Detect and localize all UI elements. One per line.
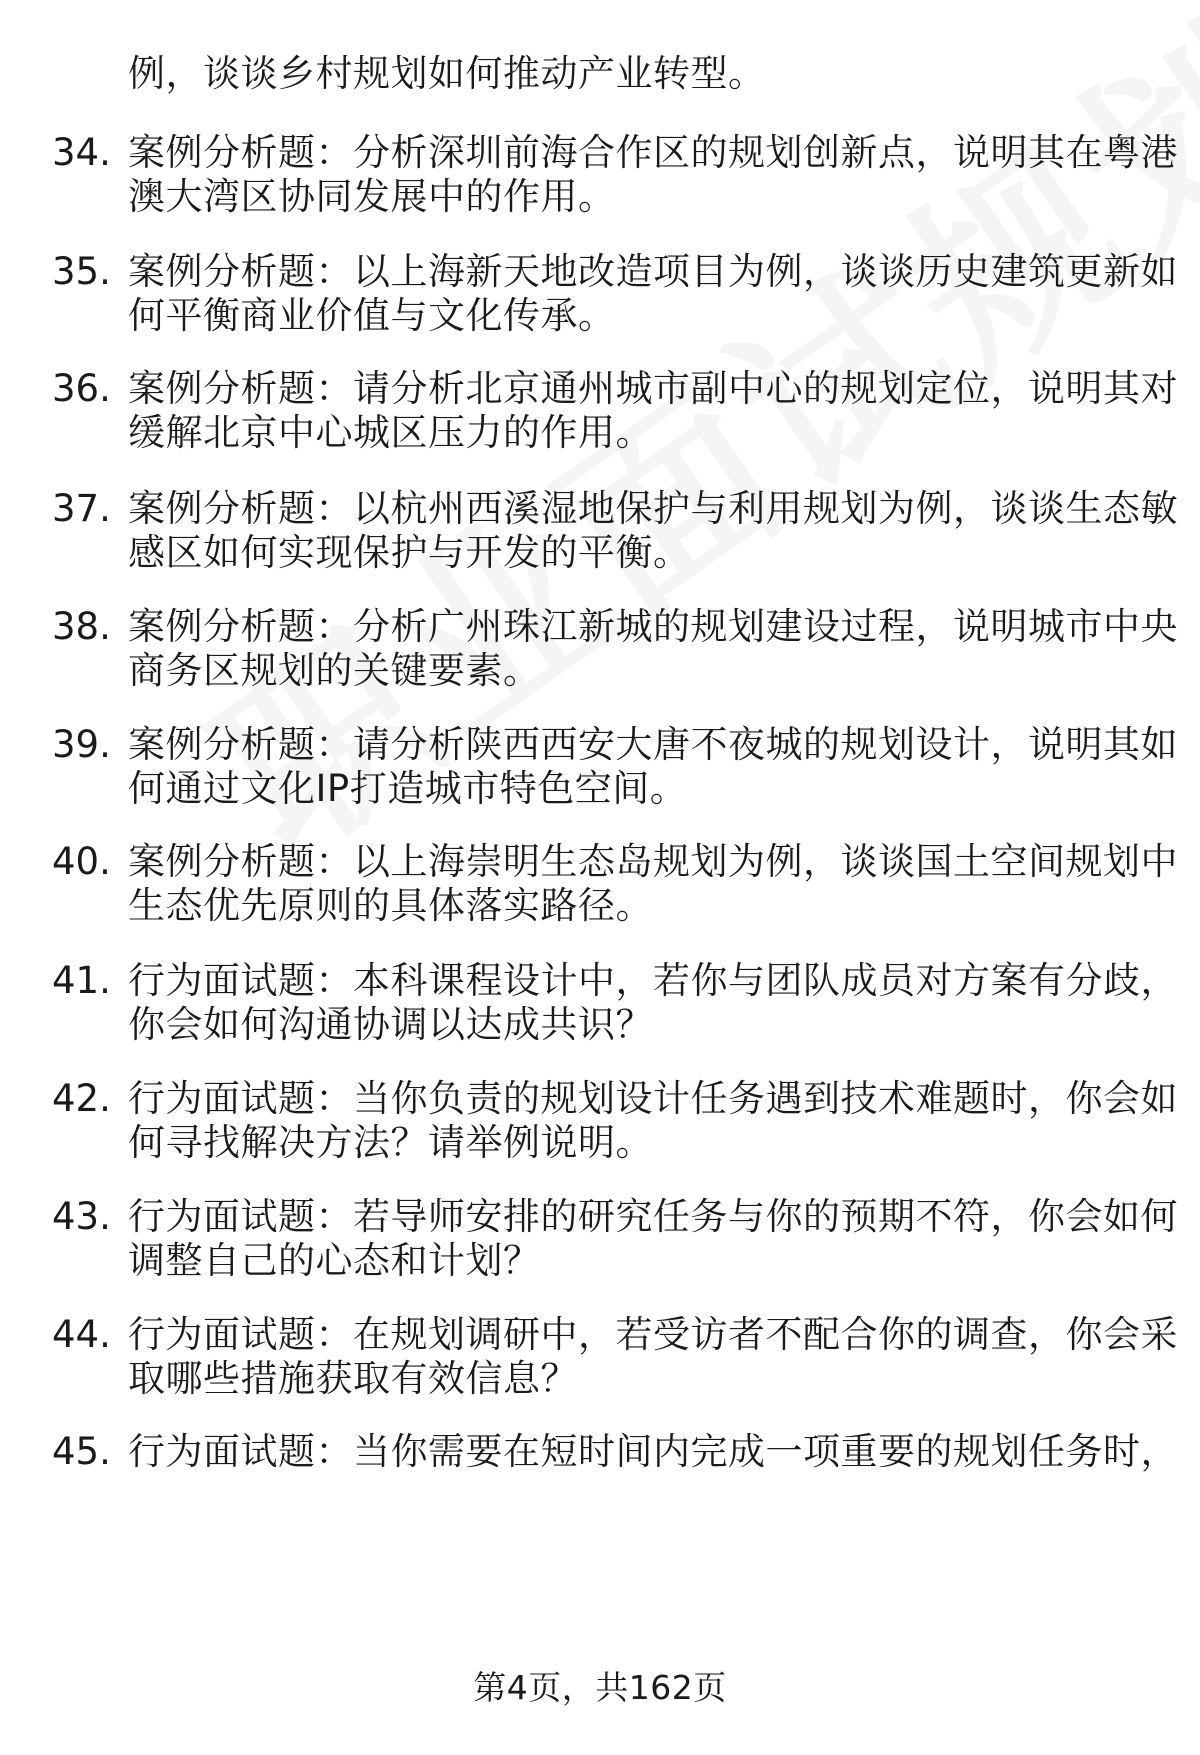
question-number: 43. [52,1195,111,1238]
question-number: 37. [52,487,111,530]
question-line: 何通过文化IP打造城市特色空间。 [128,767,688,810]
question-line: 行为面试题：在规划调研中，若受访者不配合你的调查，你会采 [128,1313,1178,1356]
question-line: 何寻找解决方法？请举例说明。 [128,1121,653,1164]
question-line: 调整自己的心态和计划？ [128,1239,541,1282]
question-number: 35. [52,250,111,293]
question-line: 案例分析题：分析广州珠江新城的规划建设过程，说明城市中央 [128,605,1178,648]
question-number: 44. [52,1313,111,1356]
question-line: 案例分析题：请分析陕西西安大唐不夜城的规划设计，说明其如 [128,723,1178,766]
question-line: 你会如何沟通协调以达成共识？ [128,1003,653,1046]
question-line: 行为面试题：当你需要在短时间内完成一项重要的规划任务时， [128,1430,1178,1473]
question-line: 感区如何实现保护与开发的平衡。 [128,531,691,574]
question-line: 行为面试题：若导师安排的研究任务与你的预期不符，你会如何 [128,1195,1178,1238]
question-line: 案例分析题：请分析北京通州城市副中心的规划定位，说明其对 [128,367,1178,410]
question-line: 何平衡商业价值与文化传承。 [128,294,616,337]
question-number: 40. [52,840,111,883]
question-line: 案例分析题：以杭州西溪湿地保护与利用规划为例，谈谈生态敏 [128,487,1178,530]
question-number: 42. [52,1077,111,1120]
question-line: 行为面试题：当你负责的规划设计任务遇到技术难题时，你会如 [128,1077,1178,1120]
question-line: 案例分析题：分析深圳前海合作区的规划创新点，说明其在粤港 [128,131,1178,174]
question-line: 生态优先原则的具体落实路径。 [128,884,653,927]
question-line: 缓解北京中心城区压力的作用。 [128,411,653,454]
question-number: 45. [52,1430,111,1473]
question-line: 行为面试题：本科课程设计中，若你与团队成员对方案有分歧， [128,959,1178,1002]
question-number: 39. [52,723,111,766]
question-line: 案例分析题：以上海崇明生态岛规划为例，谈谈国土空间规划中 [128,840,1178,883]
question-line: 取哪些措施获取有效信息？ [128,1357,578,1400]
question-line: 案例分析题：以上海新天地改造项目为例，谈谈历史建筑更新如 [128,250,1178,293]
question-number: 34. [52,131,111,174]
question-line: 商务区规划的关键要素。 [128,649,541,692]
continuation-text: 例，谈谈乡村规划如何推动产业转型。 [128,52,766,95]
question-line: 澳大湾区协同发展中的作用。 [128,175,616,218]
page-footer: 第4页，共162页 [473,1668,727,1707]
question-number: 41. [52,959,111,1002]
question-number: 36. [52,367,111,410]
question-number: 38. [52,605,111,648]
